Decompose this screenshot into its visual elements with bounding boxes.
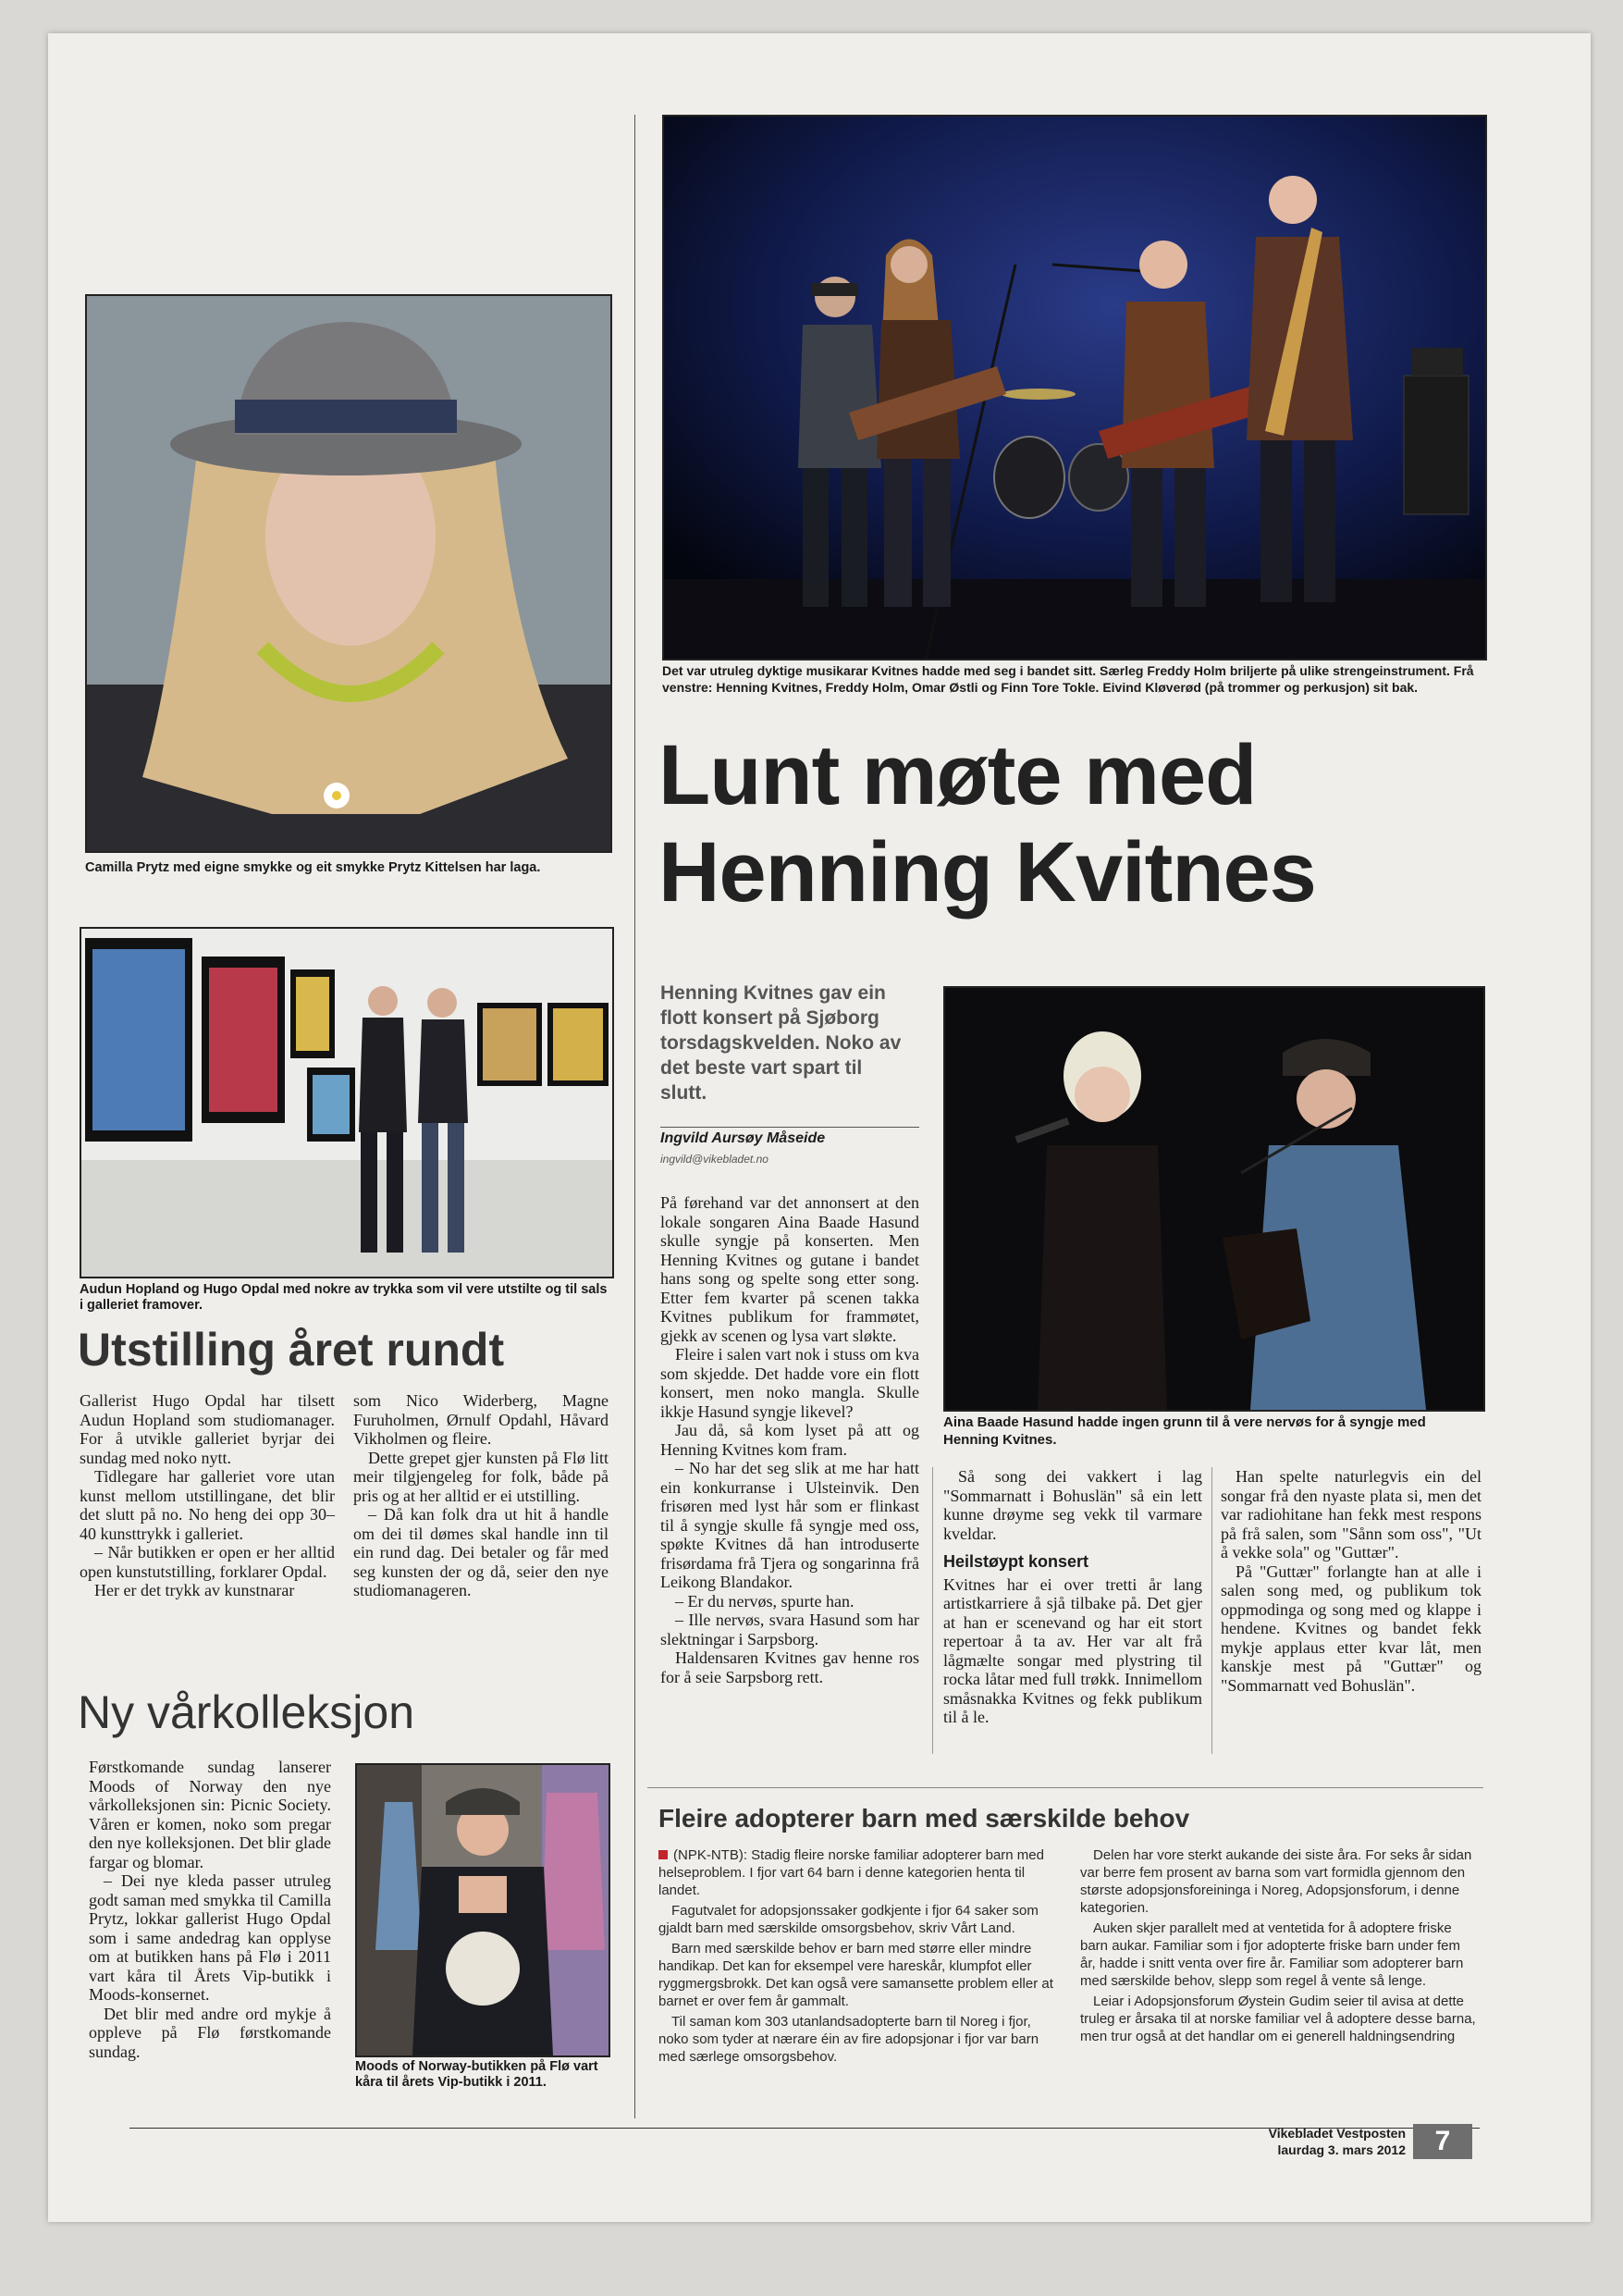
gallery-col2-para: som Nico Widerberg, Magne Furuholmen, Ørnulf Opdahl, Håvard Vikholmen og fleire. bbox=[353, 1391, 609, 1448]
adoption-para: Auken skjer parallelt med at ventetida for å adoptere friske barn aukar. Familiar som i fjor adopterte friske barn under fem år, hadde i snitt venta over fire år. Familiar som adopterer barn med særskilde behov, slepp som regel å vente så lenge. bbox=[1080, 1920, 1464, 1989]
main-col1-para: – Ille nervøs, svara Hasund som har slektningar i Sarpsborg. bbox=[660, 1611, 919, 1648]
adoption-para: Til saman kom 303 utanlandsadopterte barn til Noreg i fjor, noko som tyder at nærare éin av fire adopsjonar i fjor var barn med særlege omsorgsbehov. bbox=[658, 2014, 1039, 2065]
concert-photo-caption: Aina Baade Hasund hadde ingen grunn til å vere nervøs for å syngje med Henning Kvitnes. bbox=[943, 1414, 1426, 1448]
adoption-square-icon bbox=[658, 1850, 668, 1859]
adoption-para: Leiar i Adopsjonsforum Øystein Gudim seier til avisa at dette truleg er årsaka til at norske familiar vel å adoptere desse barna, men trur også at det handlar om ei generell haldningsendring bbox=[1080, 1994, 1476, 2044]
moods-photo bbox=[355, 1763, 610, 2057]
band-photo bbox=[662, 115, 1487, 660]
main-headline-line2: Henning Kvitnes bbox=[658, 825, 1316, 920]
gallery-col2-para: – Då kan folk dra ut hit å handle om dei til dømes skal handle inn til ein rund dag. Dei betaler og får med seg kunsten der og då, seier den nye studiomanageren. bbox=[353, 1505, 609, 1599]
spring-text bbox=[89, 1758, 331, 2061]
main-col3-para: Han spelte naturlegvis ein del songar frå den nyaste plata si, men det var radiohitane han fekk mest respons på frå salen, som "Sånn som oss", "Ut å vekke sola" og "Guttær". bbox=[1221, 1467, 1482, 1562]
main-col1-para: Fleire i salen vart nok i stuss om kva som skjedde. Det hadde vore ein flott konsert, men noko mangla. Skulle ikkje Hasund syngje likevel? bbox=[660, 1345, 919, 1421]
byline-email: ingvild@vikebladet.no bbox=[660, 1153, 768, 1166]
byline-rule bbox=[660, 1127, 919, 1128]
spring-headline: Ny vårkolleksjon bbox=[78, 1686, 415, 1738]
main-headline bbox=[658, 727, 1491, 921]
concert-photo bbox=[943, 986, 1485, 1412]
byline: Ingvild Aursøy Måseide bbox=[660, 1130, 826, 1146]
portrait-photo bbox=[85, 294, 612, 853]
adoption-para: (NPK-NTB): Stadig fleire norske familiar adopterer barn med helseproblem. I fjor vart 64 barn i denne kategorien henta til landet. bbox=[658, 1847, 1044, 1898]
column-divider bbox=[1211, 1467, 1212, 1754]
gallery-col1-para: Gallerist Hugo Opdal har tilsett Audun Hopland som studiomanager. For å utvikle galleriet byrjar dei sundag med noko nytt. bbox=[80, 1391, 335, 1467]
portrait-caption: Camilla Prytz med eigne smykke og eit smykke Prytz Kittelsen har laga. bbox=[85, 860, 541, 875]
adoption-headline: Fleire adopterer barn med særskilde behov bbox=[658, 1804, 1190, 1833]
adoption-col1 bbox=[658, 1846, 1056, 2066]
main-col1-para: Jau då, så kom lyset på att og Henning Kvitnes kom fram. bbox=[660, 1421, 919, 1459]
band-photo-caption: Det var utruleg dyktige musikarar Kvitnes hadde med seg i bandet sitt. Særleg Freddy Holm briljerte på ulike strengeinstrument. Frå venstre: Henning Kvitnes, Freddy Holm, Omar Østli og Finn Tore Tokle. Eivind Kløverød (på trommer og perkusjon) sit bak. bbox=[662, 663, 1474, 695]
main-article-col2 bbox=[943, 1467, 1202, 1727]
page-number: 7 bbox=[1413, 2124, 1472, 2159]
gallery-col1-para: – Når butikken er open er her alltid open kunstutstilling, forklarer Opdal. bbox=[80, 1543, 335, 1581]
gallery-col1-para: Tidlegare har galleriet vore utan kunst mellom utstillingane, det blir det slutt på no. No heng dei opp 30–40 kunsttrykk i galleriet. bbox=[80, 1467, 335, 1543]
column-divider bbox=[634, 115, 635, 2118]
main-lead: Henning Kvitnes gav ein flott konsert på Sjøborg torsdagskvelden. Noko av det beste vart spart til slutt. bbox=[660, 982, 902, 1104]
column-divider bbox=[932, 1467, 933, 1754]
adoption-col2 bbox=[1080, 1846, 1478, 2045]
adoption-top-rule bbox=[647, 1787, 1483, 1788]
gallery-caption: Audun Hopland og Hugo Opdal med nokre av trykka som vil vere utstilte og til sals i galleriet framover. bbox=[80, 1282, 608, 1313]
main-col1-para: På førehand var det annonsert at den lokale songaren Aina Baade Hasund skulle syngje på konserten. Men Henning Kvitnes og gutane i bandet hans song og spelte song etter song. Etter fem kvarter på scenen takka Kvitnes publikum for frammøtet, gjekk av scenen og lysa vart sløkte. bbox=[660, 1193, 919, 1345]
main-col1-para: Haldensaren Kvitnes gav henne ros for å seie Sarpsborg rett. bbox=[660, 1648, 919, 1686]
spring-para: Det blir med andre ord mykje å oppleve på Flø førstkomande sundag. bbox=[89, 2004, 331, 2061]
gallery-col2 bbox=[353, 1391, 609, 1600]
main-col1-para: – No har det seg slik at me har hatt ein konkurranse i Ulsteinvik. Den frisøren med lyst hår som er flinkast til å syngje skulle få syngje med oss, spøkte Kvitnes då han introduserte frisørdama frå Tjera og songarinna frå Leikong Blandakor. bbox=[660, 1459, 919, 1591]
main-col3-para: På "Guttær" forlangte han at alle i salen song med, og publikum tok oppmodinga og song med og klappe i hendene. Kvitnes og bandet fekk mykje applaus etter kvar låt, men kanskje mest på "Guttær" og "Sommarnatt ved Bohuslän". bbox=[1221, 1562, 1482, 1695]
spring-para: – Dei nye kleda passer utruleg godt saman med smykka til Camilla Prytz, lokkar gallerist Hugo Opdal som i same andedrag kan opplyse om at butikken hans på Flø i 2011 vart kåra til Årets Vip-butikk i Moods-konsernet. bbox=[89, 1871, 331, 2004]
adoption-para: Delen har vore sterkt aukande dei siste åra. For seks år sidan var berre fem prosent av barna som vart formidla gjennom den største adopsjonsforeininga i Noreg, Adopsjonsforum, i denne kategorien. bbox=[1080, 1847, 1472, 1916]
footer-date: laurdag 3. mars 2012 bbox=[1277, 2142, 1406, 2157]
subhead-heilstoypt: Heilstøypt konsert bbox=[943, 1552, 1089, 1571]
footer-paper-name: Vikebladet Vestposten bbox=[1268, 2126, 1406, 2141]
main-col2-para: Så song dei vakkert i lag "Sommarnatt i Bohuslän" så ein lett kunne drøyme seg vekk til varmare kveldar. bbox=[943, 1467, 1202, 1543]
adoption-para: Barn med særskilde behov er barn med større eller mindre handikap. Det kan for eksempel vere hareskår, klumpfot eller ryggmergsbrokk. Det kan også vere samansette problem eller at barnet er over fem år gammalt. bbox=[658, 1941, 1053, 2009]
gallery-col1 bbox=[80, 1391, 335, 1600]
main-col2-para: Kvitnes har ei over tretti år lang artistkarriere å sjå tilbake på. Det gjer at han er scenevand og har eit stort repertoar å ta av. Her var alt frå lågmælte songar med plystring til rocka låtar med full trøkk. Innimellom småsnakka Kvitnes og fekk publikum til å le. bbox=[943, 1574, 1202, 1726]
spring-para: Førstkomande sundag lanserer Moods of Norway den nye vårkolleksjonen sin: Picnic Society. Våren er komen, noko som pregar den nye kolleksjonen. Det blir glade fargar og blomar. bbox=[89, 1758, 331, 1871]
gallery-col1-para: Her er det trykk av kunstnarar bbox=[94, 1581, 295, 1599]
moods-caption: Moods of Norway-butikken på Flø vart kåra til årets Vip-butikk i 2011. bbox=[355, 2059, 598, 2090]
main-article-col1 bbox=[660, 1193, 919, 1686]
main-col1-para: – Er du nervøs, spurte han. bbox=[675, 1591, 855, 1611]
main-article-col3 bbox=[1221, 1467, 1482, 1695]
adoption-para: Fagutvalet for adopsjonssaker godkjente i fjor 64 saker som gjaldt barn med særskilde omsorgsbehov, skriv Vårt Land. bbox=[658, 1903, 1039, 1936]
gallery-photo bbox=[80, 927, 614, 1278]
gallery-col2-para: Dette grepet gjer kunsten på Flø litt meir tilgjengeleg for folk, både på pris og at her alltid er ei utstilling. bbox=[353, 1448, 609, 1505]
main-headline-line1: Lunt møte med bbox=[658, 728, 1257, 822]
gallery-headline: Utstilling året rundt bbox=[78, 1324, 505, 1376]
